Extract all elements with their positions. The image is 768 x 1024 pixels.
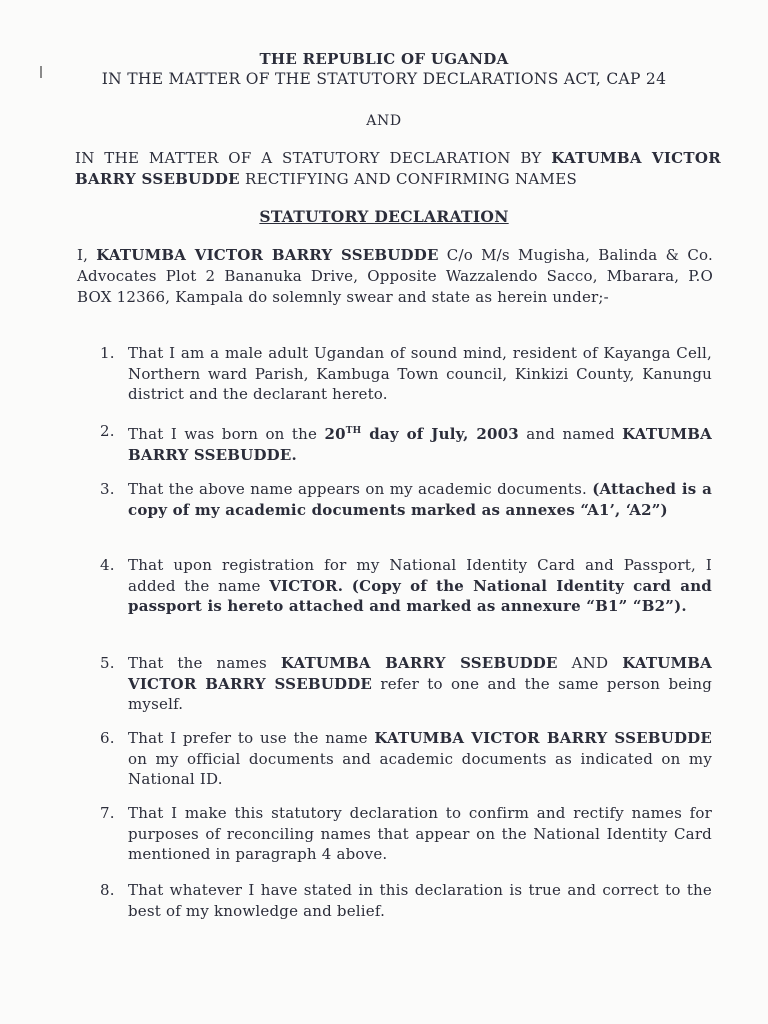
- declaration-item-3: [100, 479, 712, 520]
- birth-day-suffix: TH: [345, 426, 362, 436]
- declaration-item-6: [100, 728, 712, 790]
- intro-declarant-name: KATUMBA VICTOR BARRY SSEBUDDE: [96, 246, 439, 264]
- item-text: [128, 728, 712, 790]
- item-number: 2.: [100, 422, 115, 440]
- item-text: [128, 555, 712, 617]
- item-text: [128, 343, 712, 405]
- full-name: KATUMBA VICTOR BARRY SSEBUDDE: [128, 654, 712, 693]
- declaration-item-1: [100, 343, 712, 405]
- matter-prefix: IN THE MATTER OF A STATUTORY DECLARATION BY: [75, 149, 552, 167]
- annexure-reference: (Copy of the National Identity card and passport is hereto attached and marked as annexure “B1” “B2”).: [128, 576, 712, 615]
- item-text-part: That I am a male adult Ugandan of sound mind, resident of Kayanga Cell, Northern ward Parish, Kambuga Town council, Kinkizi County, Kanungu district and the declarant hereto.: [128, 344, 712, 403]
- item-number: 4.: [100, 556, 115, 574]
- annex-reference: (Attached is a copy of my academic documents marked as annexes “A1’, ‘A2”): [128, 480, 712, 519]
- declaration-title: STATUTORY DECLARATION: [259, 207, 509, 226]
- item-text-part: [343, 577, 352, 595]
- item-text-part: refer to one and the same person being myself.: [128, 674, 712, 713]
- declaration-item-8: [100, 880, 712, 921]
- item-text-part: on my official documents and academic documents as indicated on my National ID.: [128, 749, 712, 788]
- preferred-name: KATUMBA VICTOR BARRY SSEBUDDE: [374, 729, 713, 747]
- item-text-part: and named: [518, 425, 623, 443]
- birth-name: KATUMBA BARRY SSEBUDDE.: [128, 425, 712, 464]
- item-number: 1.: [100, 344, 115, 362]
- item-number: 6.: [100, 729, 115, 747]
- declaration-item-4: [100, 555, 712, 617]
- added-name: VICTOR.: [269, 576, 344, 595]
- former-name: KATUMBA BARRY SSEBUDDE: [280, 654, 558, 672]
- declaration-item-7: [100, 803, 712, 865]
- intro-paragraph: [77, 245, 713, 308]
- birth-month-year: day of July, 2003: [361, 425, 519, 443]
- intro-rest: C/o M/s Mugisha, Balinda & Co. Advocates Plot 2 Bananuka Drive, Opposite Wazzalendo Sacco, Mbarara, P.O BOX 12366, Kampala do solemnly swear and state as herein under;-: [77, 246, 713, 306]
- item-text: [128, 653, 712, 715]
- republic-heading: THE REPUBLIC OF UGANDA: [259, 50, 509, 68]
- matter-declaration: [75, 148, 721, 190]
- item-text-part: That I prefer to use the name: [128, 729, 375, 747]
- act-heading: IN THE MATTER OF THE STATUTORY DECLARATIONS ACT, CAP 24: [101, 70, 667, 88]
- intro-prefix: I,: [77, 246, 97, 264]
- item-text-part: That whatever I have stated in this declaration is true and correct to the best of my knowledge and belief.: [128, 881, 712, 920]
- item-number: 5.: [100, 654, 115, 672]
- matter-suffix: RECTIFYING AND CONFIRMING NAMES: [239, 170, 578, 188]
- declaration-item-5: [100, 653, 712, 715]
- item-text: [128, 479, 712, 520]
- item-text-part: AND: [557, 654, 623, 672]
- item-number: 3.: [100, 480, 115, 498]
- item-text-part: That I make this statutory declaration to confirm and rectify names for purposes of reconciling names that appear on the National Identity Card mentioned in paragraph 4 above.: [128, 804, 712, 863]
- item-text: [128, 421, 712, 465]
- item-text: [128, 803, 712, 865]
- declaration-item-2: [100, 421, 712, 465]
- item-text-part: That upon registration for my National Identity Card and Passport, I added the name: [128, 556, 712, 595]
- item-text-part: That I was born on the: [128, 425, 325, 443]
- item-text-part: That the names: [128, 654, 281, 672]
- item-text: [128, 880, 712, 921]
- item-text-part: That the above name appears on my academic documents.: [128, 480, 593, 498]
- birth-day: 20: [324, 425, 346, 443]
- matter-declarant-name: KATUMBA VICTOR BARRY SSEBUDDE: [75, 149, 722, 188]
- item-number: 7.: [100, 804, 115, 822]
- item-number: 8.: [100, 881, 115, 899]
- and-heading: AND: [366, 113, 402, 129]
